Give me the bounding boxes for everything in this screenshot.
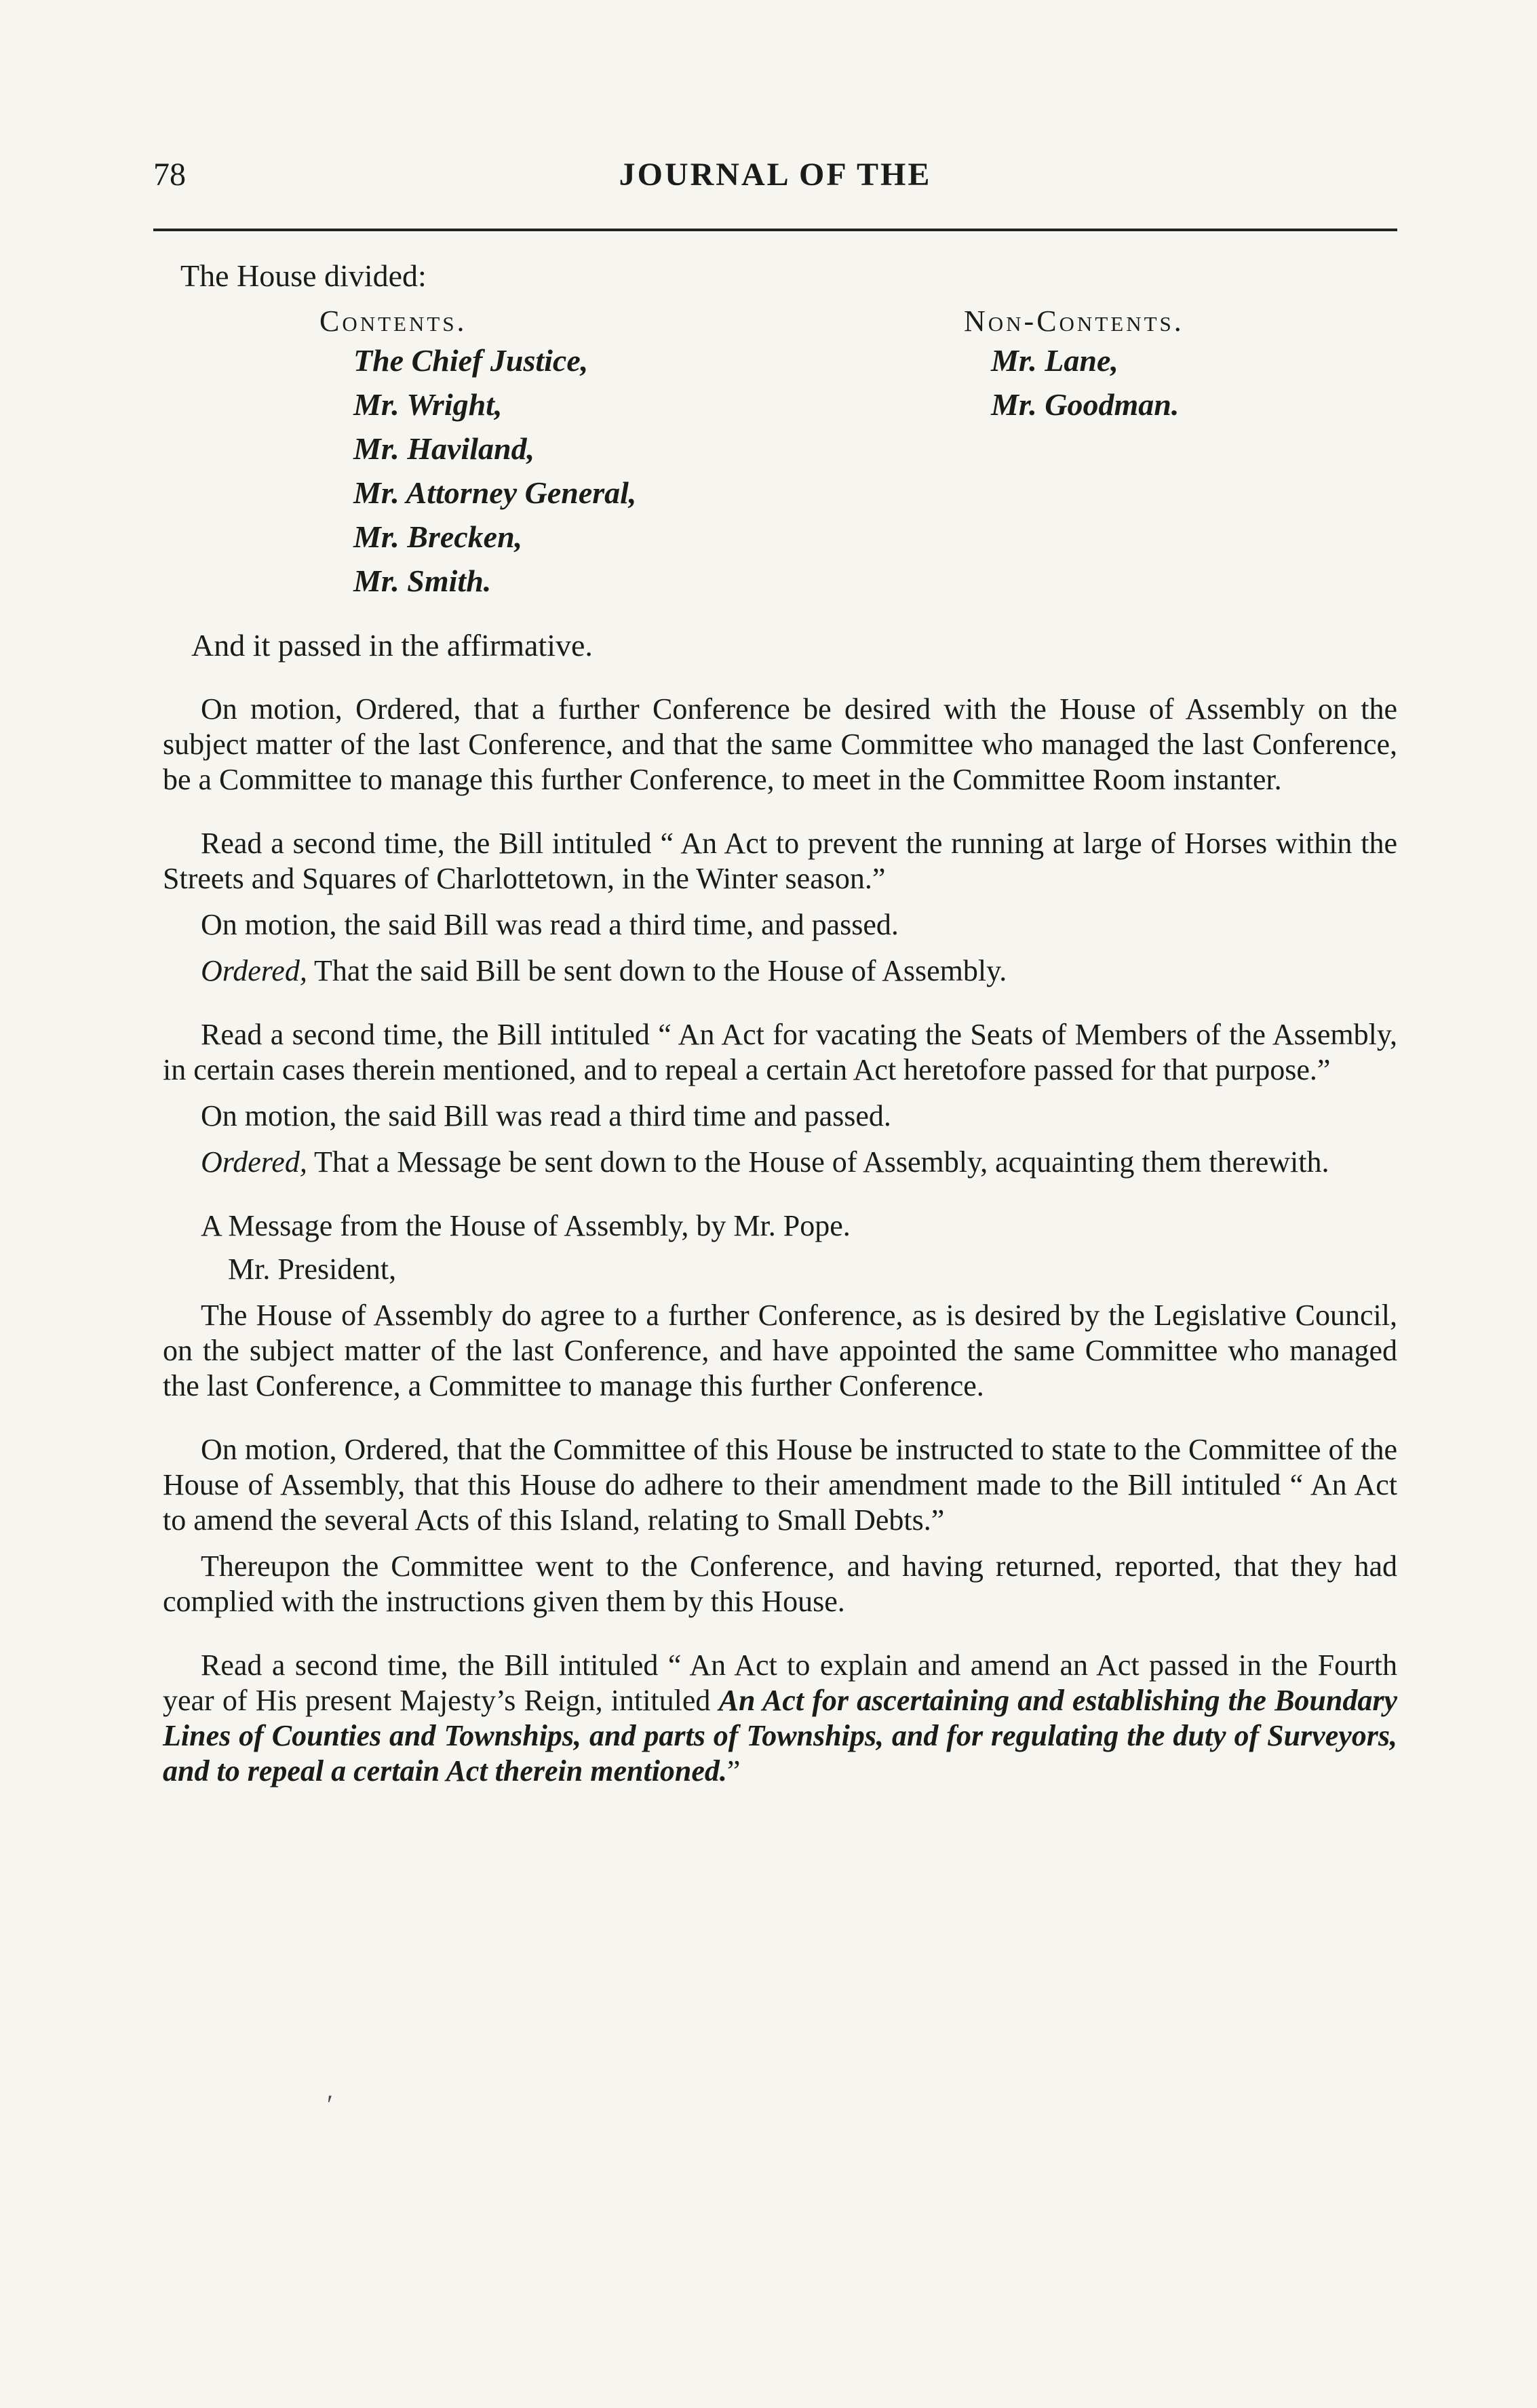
contents-name: Mr. Wright, bbox=[353, 387, 503, 422]
page-header bbox=[153, 156, 1397, 210]
paragraph-salutation: Mr. President, bbox=[228, 1252, 397, 1286]
header-rule bbox=[153, 229, 1397, 231]
paragraph-message-intro: A Message from the House of Assembly, by Mr. Pope. bbox=[201, 1209, 851, 1242]
ordered-word: Ordered, bbox=[201, 1145, 307, 1179]
paragraph-third-reading: On motion, the said Bill was read a third time, and passed. bbox=[201, 908, 899, 941]
noncontents-name: Mr. Goodman. bbox=[991, 387, 1180, 422]
paragraph-horses-bill: Read a second time, the Bill intituled “ An Act to prevent the running at large of Horses within the Streets and Squares of Charlottetown, in the Winter season.” bbox=[163, 827, 1397, 895]
bill-closing-quote: ” bbox=[726, 1754, 741, 1788]
paragraph-ordered-sent bbox=[163, 953, 1397, 989]
ordered-text: That a Message be sent down to the House of Assembly, acquainting them therewith. bbox=[307, 1145, 1329, 1179]
paragraph-boundary-bill bbox=[163, 1648, 1397, 1789]
contents-name: Mr. Brecken, bbox=[353, 519, 523, 554]
paragraph-message-body: The House of Assembly do agree to a further Conference, as is desired by the Legislative Council, on the subject matter of the last Conference, and have appointed the same Committee who managed the last Conference, a Committee to manage this further Conference. bbox=[163, 1299, 1397, 1402]
paragraph-committee-instruction: On motion, Ordered, that the Committee of this House be instructed to state to the Committee of the House of Assembly, that this House do adhere to their amendment made to the Bill intituled “ An Act to amend the several Acts of this Island, relating to Small Debts.” bbox=[163, 1433, 1397, 1537]
division-result: And it passed in the affirmative. bbox=[191, 628, 593, 663]
paragraph-seats-bill: Read a second time, the Bill intituled “ An Act for vacating the Seats of Members of the Assembly, in certain cases therein mentioned, and to repeal a certain Act heretofore passed for that purpose.” bbox=[163, 1018, 1397, 1086]
running-head: JOURNAL OF THE bbox=[619, 157, 932, 193]
noncontents-name: Mr. Lane, bbox=[991, 343, 1118, 378]
bill-lead-text: Read a second time, the Bill intituled “ An Act to explain and amend an Act passed in the Fourth year of His present Majesty’s Reign, intituled bbox=[163, 1649, 1397, 1717]
journal-body bbox=[163, 692, 1397, 1789]
contents-column bbox=[319, 304, 636, 603]
contents-name: Mr. Smith. bbox=[353, 564, 492, 598]
page-number: 78 bbox=[153, 157, 186, 193]
paragraph-committee-report: Thereupon the Committee went to the Conference, and having returned, reported, that they had complied with the instructions given them by this House. bbox=[163, 1550, 1397, 1618]
ordered-word: Ordered, bbox=[201, 954, 307, 987]
noncontents-column bbox=[964, 304, 1184, 427]
bill-title-italic: An Act for ascertaining and establishing the Boundary Lines of Counties and Townships, and parts of Townships, and for regulating the duty of Surveyors, and to repeal a certain Act therein mentioned. bbox=[163, 1684, 1398, 1788]
noncontents-heading: Non-Contents. bbox=[964, 304, 1184, 338]
noncontents-list bbox=[991, 338, 1184, 427]
division-intro: The House divided: bbox=[180, 258, 427, 293]
stray-ink-mark: ′ bbox=[327, 2089, 333, 2120]
paragraph-third-reading-2: On motion, the said Bill was read a third time and passed. bbox=[201, 1099, 891, 1132]
paragraph-ordered-message bbox=[163, 1145, 1397, 1180]
paragraph-conference-motion: On motion, Ordered, that a further Conference be desired with the House of Assembly on the subject matter of the last Conference, and that the same Committee who managed the last Conference, be a Committee to manage this further Conference, to meet in the Committee Room instanter. bbox=[163, 692, 1397, 796]
contents-name: The Chief Justice, bbox=[353, 343, 589, 378]
contents-heading: Contents. bbox=[319, 304, 467, 338]
contents-name: Mr. Haviland, bbox=[353, 431, 535, 466]
contents-name: Mr. Attorney General, bbox=[353, 475, 637, 510]
ordered-text: That the said Bill be sent down to the House of Assembly. bbox=[307, 954, 1007, 987]
contents-list bbox=[353, 338, 636, 603]
